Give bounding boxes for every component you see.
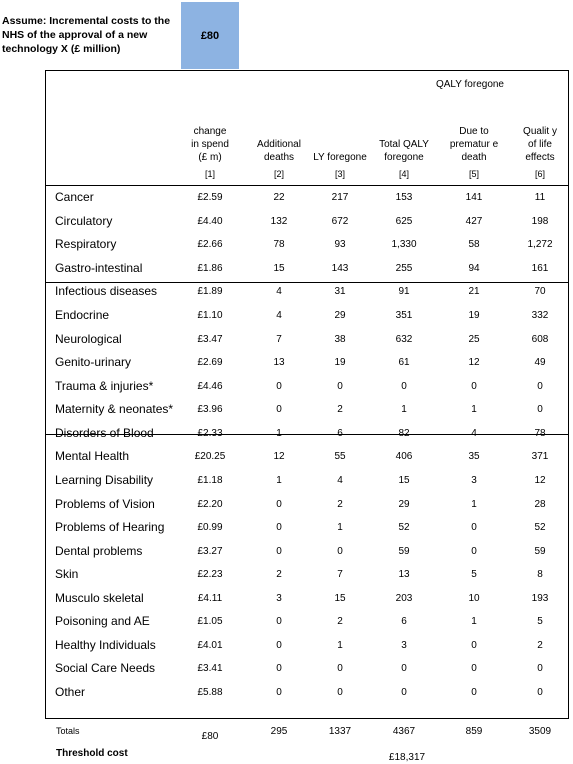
row-label: Circulatory (55, 213, 113, 228)
row-label: Problems of Hearing (55, 520, 165, 535)
table-cell: 1 (337, 522, 343, 534)
table-cell: 1,272 (527, 239, 553, 251)
table-cell: 3 (471, 474, 477, 486)
row-label: Other (55, 685, 86, 699)
table-cell: £2.33 (197, 427, 223, 439)
column-footnote: [5] (468, 169, 479, 179)
table-row (45, 351, 569, 375)
table-cell: 161 (531, 262, 549, 274)
table-cell: £2.59 (197, 192, 223, 204)
table-row (45, 469, 569, 493)
table-cell: £2.69 (197, 357, 223, 369)
table-row (45, 398, 569, 422)
column-header-label: LY foregone (313, 152, 367, 163)
table-cell: 10 (468, 592, 480, 604)
table-row (45, 681, 569, 705)
table-cell: 0 (276, 522, 282, 534)
table-cell: 13 (398, 569, 410, 581)
table-cell: 93 (334, 239, 346, 251)
table-cell: 0 (537, 663, 543, 675)
row-label: Cancer (55, 190, 94, 205)
column-header-label: change in spend (£ m) (191, 126, 229, 163)
table-cell: 1 (471, 498, 477, 510)
row-label: Mental Health (55, 449, 130, 464)
table-cell: 608 (531, 333, 549, 345)
table-cell: 0 (276, 639, 282, 651)
table-cell: 0 (276, 687, 282, 698)
table-cell: £0.99 (197, 522, 223, 534)
table-cell: 15 (334, 592, 346, 604)
row-label: Maternity & neonates* (55, 402, 174, 417)
row-label: Disorders of Blood (55, 425, 154, 440)
table-cell: 0 (401, 663, 407, 675)
table-cell: 153 (395, 192, 413, 204)
table-cell: 31 (334, 286, 346, 298)
table-cell: 0 (537, 687, 543, 698)
table-cell: 1 (401, 404, 407, 416)
table-cell: 0 (537, 404, 543, 416)
table-row (45, 610, 569, 634)
table-cell: 0 (471, 639, 477, 651)
row-label: Endocrine (55, 308, 110, 323)
table-cell: 19 (334, 357, 346, 369)
table-cell: £1.05 (197, 616, 223, 628)
table-cell: £4.46 (197, 380, 223, 392)
table-cell: 0 (337, 687, 343, 698)
table-cell: 5 (471, 569, 477, 581)
table-cell: 255 (395, 262, 413, 274)
table-row (45, 327, 569, 351)
qaly-foregone-group-header: QALY foregone (435, 79, 504, 90)
row-label: Learning Disability (55, 472, 154, 487)
table-cell: 1 (276, 427, 282, 439)
table-cell: 6 (401, 616, 407, 628)
table-cell: 19 (468, 310, 480, 322)
table-cell: 193 (531, 592, 549, 604)
table-cell: 22 (273, 192, 285, 204)
column-header (377, 138, 431, 181)
table-cell: 29 (398, 498, 410, 510)
table-cell: 1 (471, 404, 477, 416)
table-cell: 82 (398, 427, 410, 439)
table-cell: 15 (273, 262, 285, 274)
table-cell: £4.01 (197, 639, 223, 651)
row-label: Social Care Needs (55, 661, 156, 676)
table-row (45, 374, 569, 398)
table-cell: 332 (531, 310, 549, 322)
table-cell: £4.40 (197, 215, 223, 227)
table-cell: 2 (276, 569, 282, 581)
table-cell: 0 (276, 545, 282, 557)
table-cell: £1.86 (197, 262, 223, 274)
table-cell: 0 (401, 687, 407, 698)
row-label: Genito-urinary (55, 355, 132, 370)
column-header (252, 138, 306, 181)
column-footnote: [6] (534, 169, 545, 179)
table-row (45, 280, 569, 304)
table-row (45, 492, 569, 516)
row-label: Musculo skeletal (55, 590, 144, 605)
table-cell: 35 (468, 451, 480, 463)
row-label: Respiratory (55, 237, 117, 252)
table-cell: 632 (395, 333, 413, 345)
row-label: Trauma & injuries* (55, 378, 154, 393)
table-row (45, 634, 569, 658)
table-cell: £2.66 (197, 239, 223, 251)
table-row (45, 304, 569, 328)
totals-cell: 1337 (328, 726, 352, 737)
table-cell: 91 (398, 286, 410, 298)
table-cell: 427 (465, 215, 483, 227)
table-cell: 8 (537, 569, 543, 581)
table-cell: 672 (331, 215, 349, 227)
row-label: Dental problems (55, 543, 143, 558)
table-cell: 58 (468, 239, 480, 251)
table-cell: 0 (471, 545, 477, 557)
table-cell: 0 (337, 545, 343, 557)
table-cell: 0 (471, 522, 477, 534)
table-cell: 625 (395, 215, 413, 227)
table-row (45, 657, 569, 681)
table-cell: 11 (534, 192, 546, 204)
table-cell: 21 (468, 286, 480, 298)
assumption-text: Assume: Incremental costs to the NHS of the approval of a new technology X (£ million) (2, 15, 171, 55)
column-header (448, 125, 500, 181)
table-cell: 406 (395, 451, 413, 463)
table-cell: £3.27 (197, 545, 223, 557)
column-header-label: Due to prematur e death (449, 126, 499, 163)
table-cell: 4 (276, 286, 282, 298)
column-header-label: Total QALY foregone (379, 139, 429, 163)
table-cell: 5 (537, 616, 543, 628)
table-cell: 0 (471, 380, 477, 392)
table-cell: £1.10 (197, 310, 223, 322)
table-cell: £1.18 (197, 474, 223, 486)
table-cell: 132 (270, 215, 288, 227)
table-cell: 52 (398, 522, 410, 534)
table-cell: 1 (471, 616, 477, 628)
column-header (518, 125, 562, 181)
totals-cell: 4367 (392, 726, 416, 737)
table-row (45, 539, 569, 563)
table-row (45, 445, 569, 469)
table-cell: 7 (337, 569, 343, 581)
table-cell: £2.20 (197, 498, 223, 510)
table-cell: 4 (337, 474, 343, 486)
table-cell: £20.25 (194, 451, 226, 463)
table-cell: 70 (534, 286, 546, 298)
table-row (45, 422, 569, 446)
table-cell: 0 (276, 498, 282, 510)
table-cell: 59 (534, 545, 546, 557)
row-label: Infectious diseases (55, 284, 158, 299)
table-row (45, 587, 569, 611)
table-cell: 0 (401, 380, 407, 392)
row-label: Problems of Vision (55, 496, 155, 511)
table-cell: 4 (276, 310, 282, 322)
table-cell: £3.96 (197, 404, 223, 416)
table-cell: 0 (276, 404, 282, 416)
table-cell: 49 (534, 357, 546, 369)
table-cell: 1 (276, 474, 282, 486)
table-cell: 2 (337, 404, 343, 416)
column-footnote: [1] (204, 169, 215, 179)
table-cell: 0 (276, 380, 282, 392)
table-cell: £1.89 (197, 286, 223, 298)
table-cell: 217 (331, 192, 349, 204)
table-row (45, 563, 569, 587)
threshold-label: Threshold cost (56, 748, 128, 759)
table-cell: 6 (337, 427, 343, 439)
table-cell: 0 (471, 663, 477, 675)
table-cell: £2.23 (197, 569, 223, 581)
table-row (45, 186, 569, 210)
table-cell: 2 (337, 498, 343, 510)
table-cell: 371 (531, 451, 549, 463)
table-cell: 4 (471, 427, 477, 439)
row-label: Poisoning and AE (55, 614, 150, 629)
table-cell: 2 (337, 616, 343, 628)
row-label: Neurological (55, 331, 122, 346)
column-header-label: Qualit y of life effects (523, 126, 557, 163)
table-cell: 28 (534, 498, 546, 510)
table-cell: 55 (334, 451, 346, 463)
table-cell: 15 (398, 474, 410, 486)
table-cell: 59 (398, 545, 410, 557)
threshold-value: £18,317 (388, 752, 426, 763)
column-header (313, 151, 367, 181)
assumption-value: £80 (181, 2, 239, 69)
table-row (45, 516, 569, 540)
column-footnote: [4] (398, 169, 409, 179)
table-cell: 141 (465, 192, 483, 204)
table-cell: 2 (537, 639, 543, 651)
table-cell: 78 (534, 427, 546, 439)
table-cell: 0 (337, 380, 343, 392)
table-cell: 0 (537, 380, 543, 392)
table-cell: 12 (273, 451, 285, 463)
table-cell: 203 (395, 592, 413, 604)
table-cell: £3.41 (197, 663, 223, 675)
row-label: Skin (55, 567, 79, 582)
table-cell: 13 (273, 357, 285, 369)
table-cell: 12 (534, 474, 546, 486)
column-footnote: [2] (273, 169, 284, 179)
table-row (45, 210, 569, 234)
column-footnote: [3] (334, 169, 345, 179)
table-cell: 25 (468, 333, 480, 345)
table-cell: 0 (337, 663, 343, 675)
table-cell: £3.47 (197, 333, 223, 345)
column-header (190, 125, 230, 181)
table-cell: 1 (337, 639, 343, 651)
table-row (45, 257, 569, 281)
table-cell: £5.88 (197, 687, 223, 698)
table-cell: 52 (534, 522, 546, 534)
table-cell: 7 (276, 333, 282, 345)
table-cell: 198 (531, 215, 549, 227)
table-cell: 143 (331, 262, 349, 274)
totals-label: Totals (56, 726, 80, 736)
table-cell: 1,330 (391, 239, 417, 251)
table-cell: 3 (401, 639, 407, 651)
table-row (45, 233, 569, 257)
table-cell: 351 (395, 310, 413, 322)
totals-cell: 859 (465, 726, 483, 737)
totals-cell: 3509 (528, 726, 552, 737)
table-cell: £4.11 (197, 592, 223, 604)
table-cell: 0 (276, 663, 282, 675)
table-cell: 78 (273, 239, 285, 251)
totals-cell: 295 (270, 726, 288, 737)
row-label: Healthy Individuals (55, 637, 156, 652)
table-cell: 12 (468, 357, 480, 369)
totals-cell: £80 (201, 731, 219, 742)
table-cell: 61 (398, 357, 410, 369)
column-header-label: Additional deaths (257, 139, 301, 163)
row-label: Gastro-intestinal (55, 260, 143, 275)
table-cell: 3 (276, 592, 282, 604)
table-cell: 94 (468, 262, 480, 274)
table-cell: 29 (334, 310, 346, 322)
table-cell: 0 (276, 616, 282, 628)
table-cell: 0 (471, 687, 477, 698)
table-cell: 38 (334, 333, 346, 345)
